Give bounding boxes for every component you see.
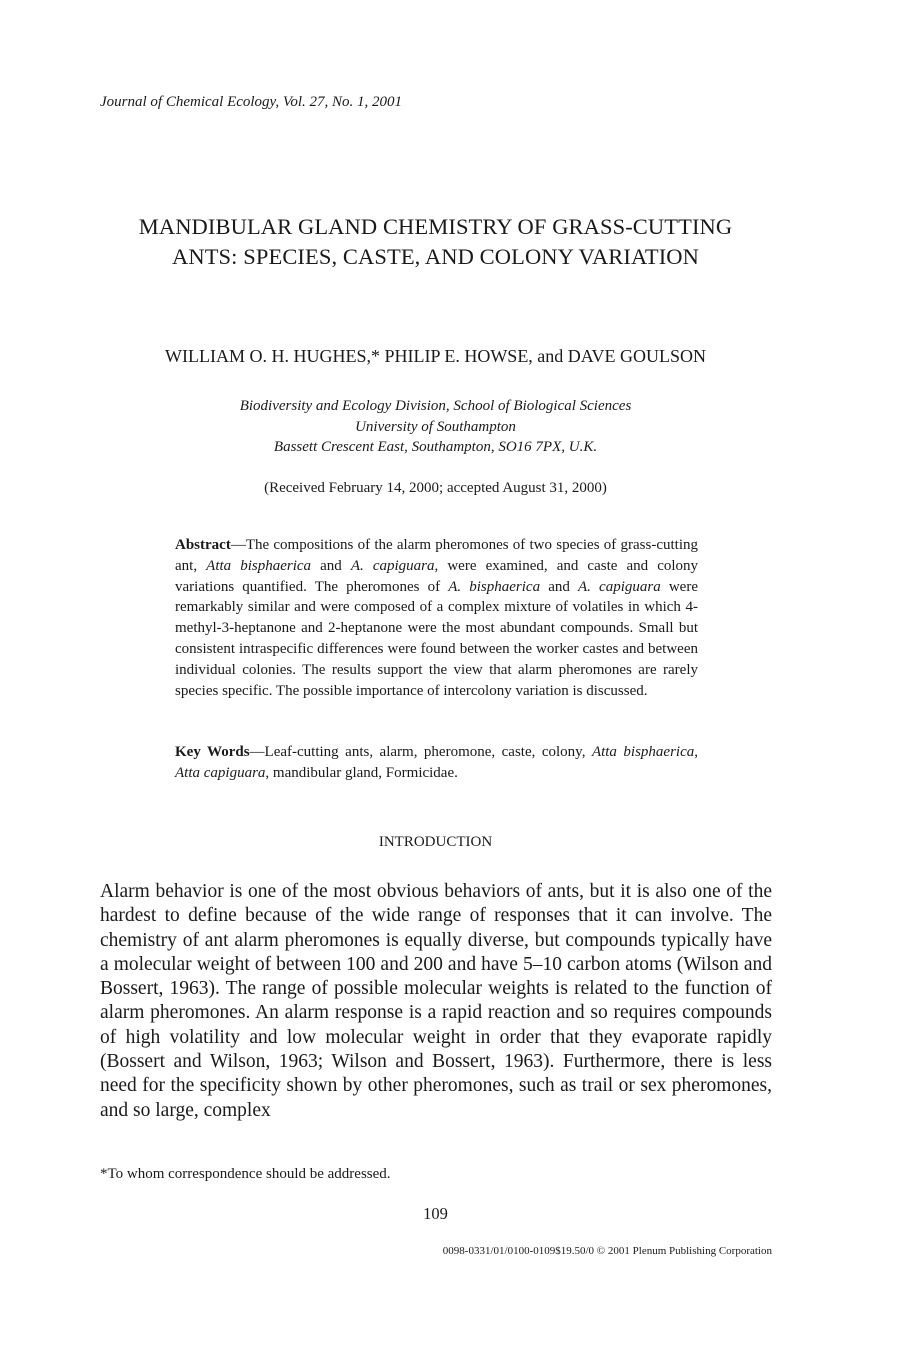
species-name: A. bisphaerica (448, 578, 541, 595)
species-name: Atta capiguara (175, 764, 266, 781)
journal-citation: Journal of Chemical Ecology, Vol. 27, No. 1, 2001 (100, 94, 403, 110)
affiliation-line-3: Bassett Crescent East, Southampton, SO16 7PX, U.K. (273, 439, 598, 455)
abstract-text: and (311, 557, 351, 574)
key-words-text: , mandibular gland, Formicidae. (265, 764, 458, 781)
introduction-paragraph: Alarm behavior is one of the most obvious behaviors of ants, but it is also one of the hardest to define because of the wide range of responses that it can involve. The chemistry of ant alarm pheromones is equally diverse, but compounds typically have a molecular weight of between 100 and 200 and have 5–10 carbon atoms (Wilson and Bossert, 1963). The range of possible molecular weights is related to the function of alarm pheromones. An alarm response is a rapid reaction and so requires compounds of high volatility and low molecular weight in order that they evaporate rapidly (Bossert and Wilson, 1963; Wilson and Bossert, 1963). Furthermore, there is less need for the specificity shown by other pheromones, such as trail or sex pheromones, and so large, complex (100, 881, 772, 1121)
title-line-2: ANTS: SPECIES, CASTE, AND COLONY VARIATION (172, 244, 699, 269)
footnote: *To whom correspondence should be addressed. (100, 1166, 391, 1182)
key-words-text: , (694, 744, 698, 760)
species-name: A. capiguara (578, 578, 661, 595)
received-dates: (Received February 14, 2000; accepted August 31, 2000) (264, 480, 607, 496)
abstract-text: —The compositions of the alarm pheromones of two species of grass-cutting ant, (175, 537, 698, 574)
species-name: Atta bisphaerica (591, 744, 695, 760)
article-title (0, 212, 871, 272)
abstract-label: Abstract (175, 537, 231, 553)
species-name: A. capiguara (350, 557, 435, 574)
title-line-1: MANDIBULAR GLAND CHEMISTRY OF GRASS-CUTTING (138, 214, 733, 239)
author-list: WILLIAM O. H. HUGHES,* PHILIP E. HOWSE, and DAVE GOULSON (165, 346, 706, 366)
section-heading: INTRODUCTION (378, 834, 493, 850)
key-words-label: Key Words (175, 744, 250, 760)
page-number: 109 (423, 1204, 448, 1223)
affiliation (0, 396, 871, 458)
species-name: Atta bisphaerica (206, 557, 312, 574)
key-words (175, 742, 698, 784)
abstract-text: and (540, 578, 579, 595)
abstract-text: were remarkably similar and were composed of a complex mixture of volatiles in which 4-methyl-3-heptanone and 2-heptanone were the most abundant compounds. Small but consistent intraspecific differences were found between the worker castes and between individual colonies. The results support the view that alarm pheromones are rarely species specific. The possible importance of intercolony variation is discussed. (175, 578, 698, 699)
affiliation-line-1: Biodiversity and Ecology Division, School of Biological Sciences (239, 398, 632, 414)
abstract-text: , were examined, and caste and colony variations quantified. The pheromones of (175, 557, 699, 595)
key-words-text: —Leaf-cutting ants, alarm, pheromone, caste, colony, (249, 744, 592, 760)
abstract (175, 535, 698, 701)
copyright-line: 0098-0331/01/0100-0109$19.50/0 © 2001 Plenum Publishing Corporation (442, 1245, 772, 1257)
affiliation-line-2: University of Southampton (355, 418, 516, 435)
